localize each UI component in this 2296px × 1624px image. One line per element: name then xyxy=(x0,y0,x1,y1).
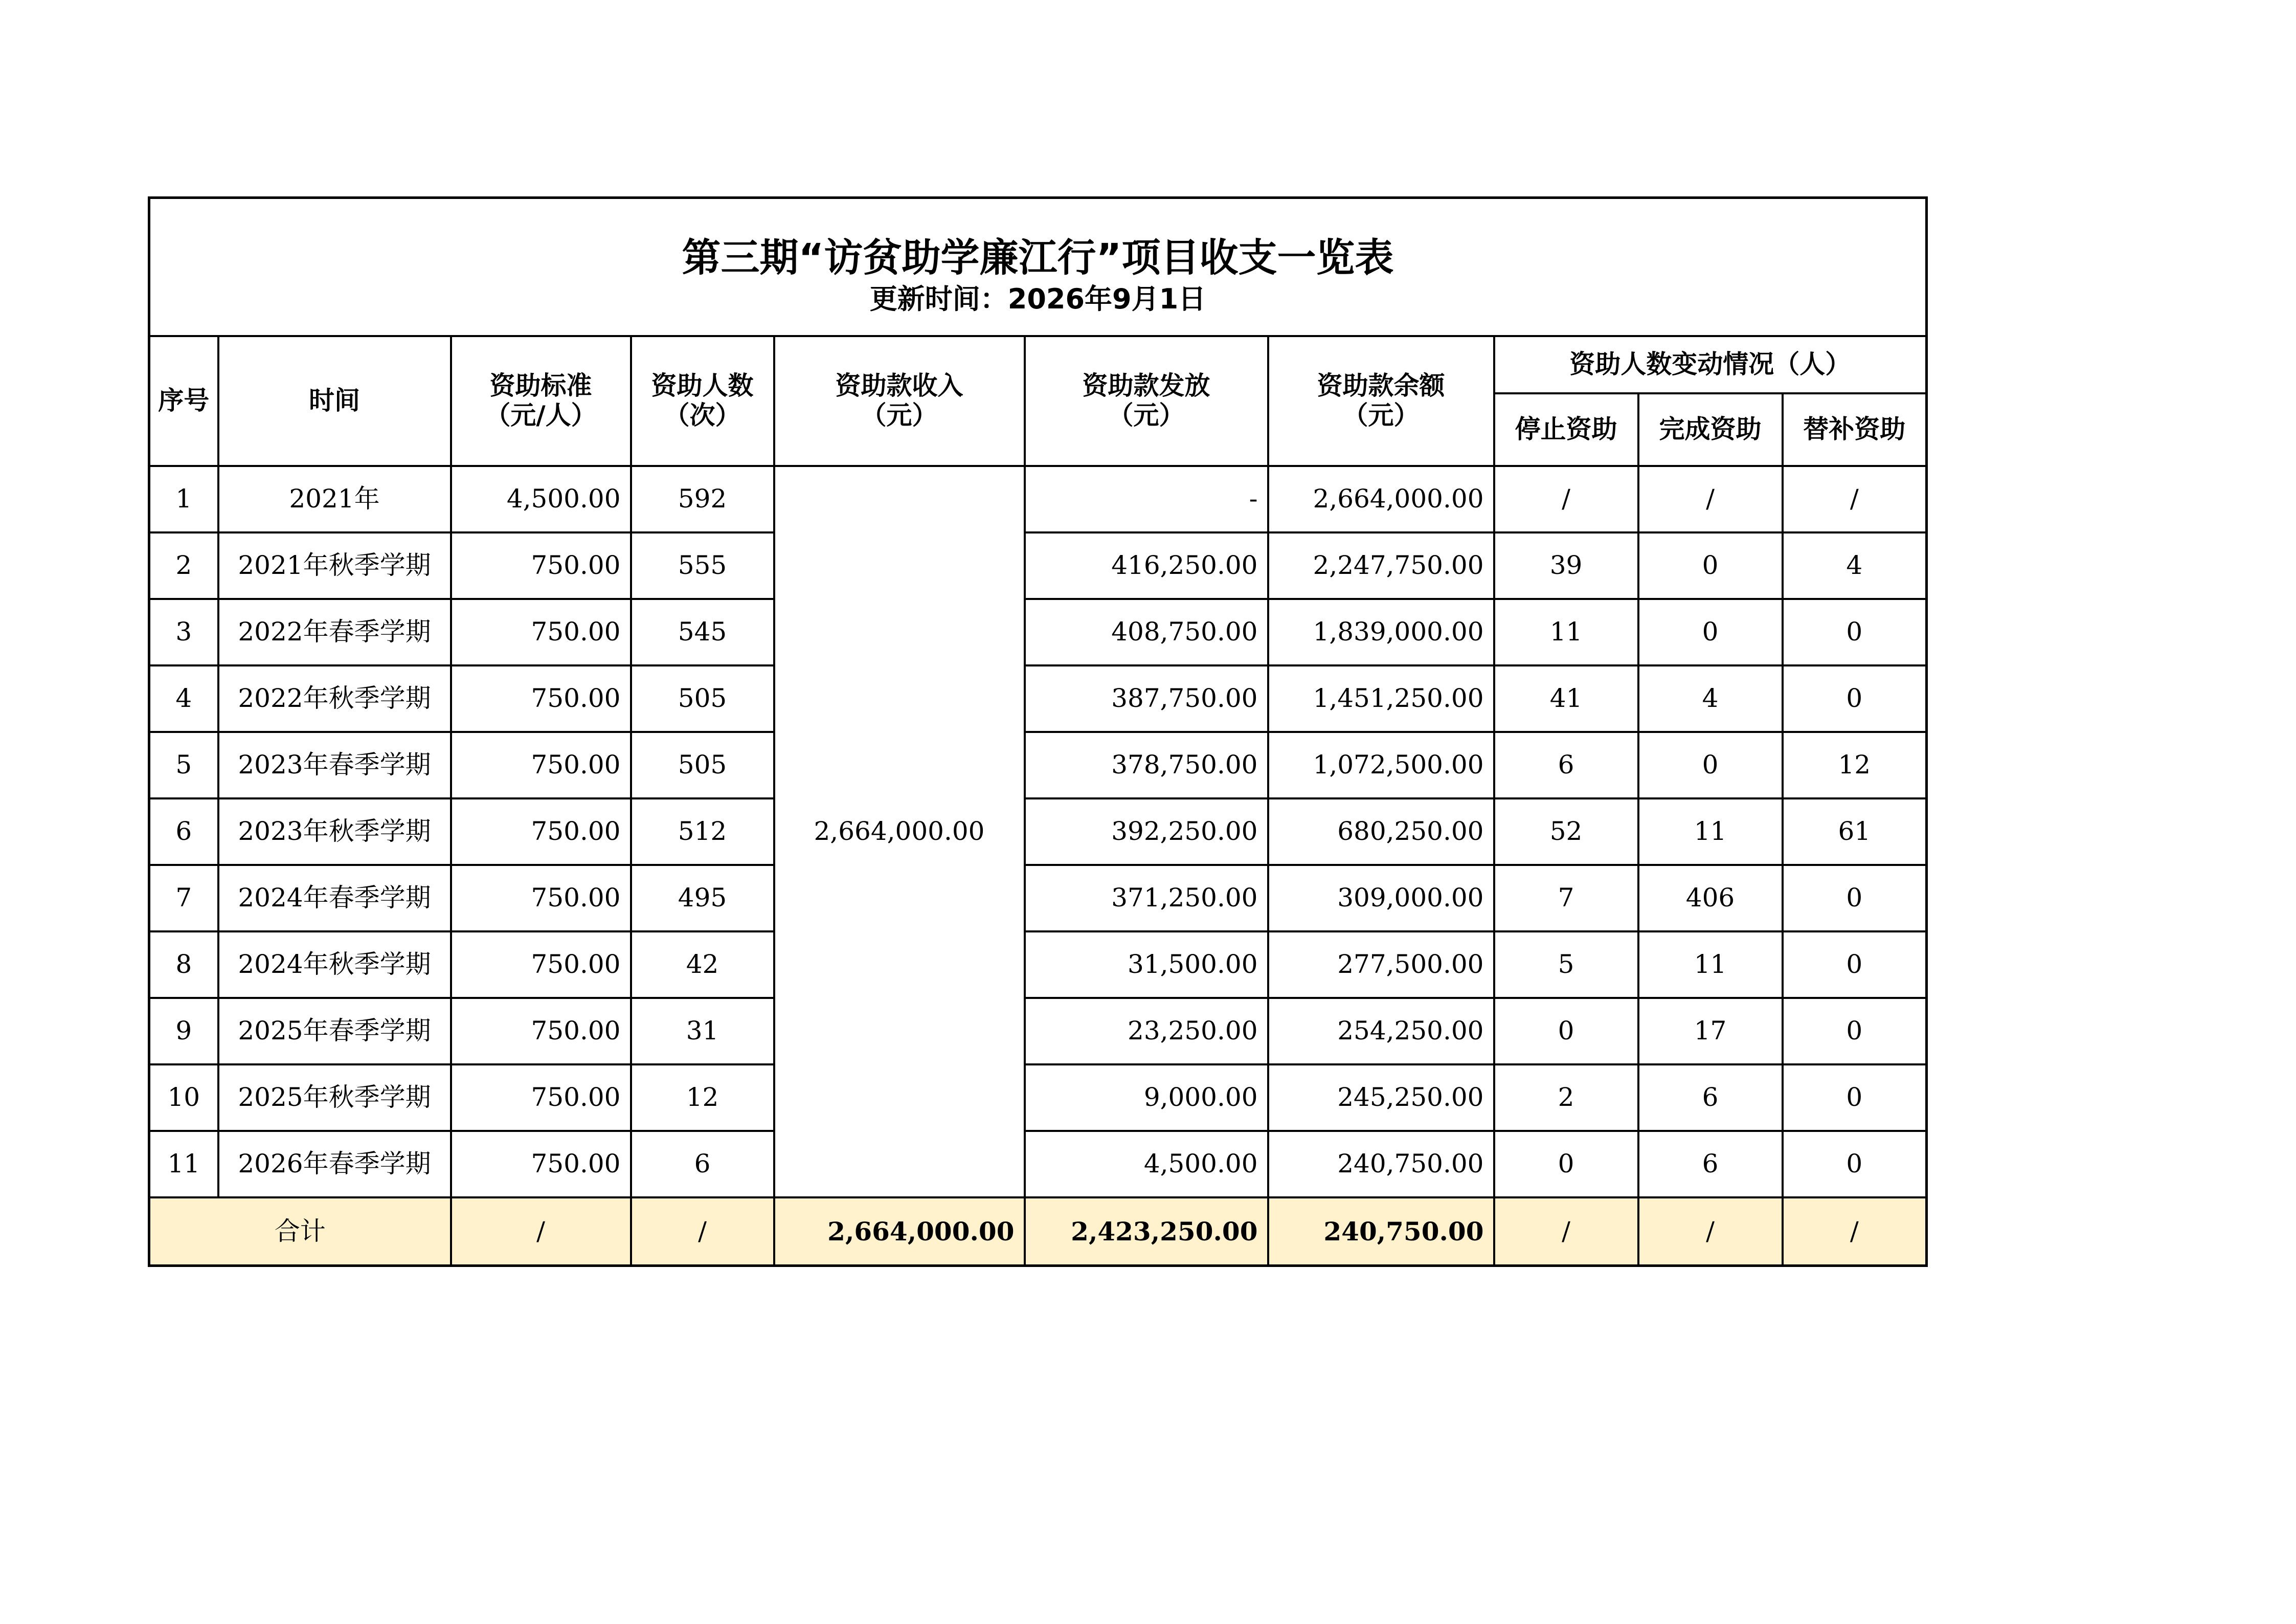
total-balance: 240,750.00 xyxy=(1268,1197,1494,1266)
header-standard xyxy=(451,336,631,466)
cell-balance: 2,664,000.00 xyxy=(1268,466,1494,532)
cell-payout: - xyxy=(1025,466,1268,532)
header-balance-line2: （元） xyxy=(1342,400,1420,430)
header-standard-line2: （元/人） xyxy=(485,400,597,430)
cell-balance: 240,750.00 xyxy=(1268,1131,1494,1197)
cell-index: 6 xyxy=(149,798,218,865)
cell-count: 12 xyxy=(631,1064,774,1131)
cell-standard: 750.00 xyxy=(451,1131,631,1197)
cell-time: 2026年春季学期 xyxy=(218,1131,451,1197)
table-row xyxy=(149,532,1927,599)
cell-index: 2 xyxy=(149,532,218,599)
cell-time: 2023年春季学期 xyxy=(218,732,451,798)
cell-complete: 11 xyxy=(1638,798,1783,865)
funding-summary-table xyxy=(148,196,1928,1267)
cell-count: 555 xyxy=(631,532,774,599)
header-count-line2: （次） xyxy=(664,400,741,430)
cell-time: 2025年秋季学期 xyxy=(218,1064,451,1131)
cell-stop: 7 xyxy=(1494,865,1638,931)
cell-stop: 2 xyxy=(1494,1064,1638,1131)
cell-time: 2022年秋季学期 xyxy=(218,665,451,732)
title-block xyxy=(149,198,1927,336)
cell-time: 2024年春季学期 xyxy=(218,865,451,931)
cell-complete: / xyxy=(1638,466,1783,532)
cell-index: 4 xyxy=(149,665,218,732)
total-complete: / xyxy=(1638,1197,1783,1266)
header-balance-line1: 资助款余额 xyxy=(1317,371,1445,401)
cell-standard: 750.00 xyxy=(451,732,631,798)
table-row xyxy=(149,931,1927,998)
cell-standard: 750.00 xyxy=(451,1064,631,1131)
cell-count: 42 xyxy=(631,931,774,998)
header-balance xyxy=(1268,336,1494,466)
cell-balance: 254,250.00 xyxy=(1268,998,1494,1064)
cell-index: 5 xyxy=(149,732,218,798)
header-count-line1: 资助人数 xyxy=(651,371,754,401)
cell-balance: 1,839,000.00 xyxy=(1268,599,1494,665)
cell-standard: 750.00 xyxy=(451,998,631,1064)
table-row xyxy=(149,665,1927,732)
cell-standard: 750.00 xyxy=(451,599,631,665)
cell-complete: 0 xyxy=(1638,532,1783,599)
cell-payout: 31,500.00 xyxy=(1025,931,1268,998)
cell-time: 2023年秋季学期 xyxy=(218,798,451,865)
cell-replace: / xyxy=(1783,466,1927,532)
cell-payout: 4,500.00 xyxy=(1025,1131,1268,1197)
header-index: 序号 xyxy=(149,336,218,466)
cell-payout: 408,750.00 xyxy=(1025,599,1268,665)
header-stop: 停止资助 xyxy=(1494,393,1638,466)
cell-stop: 39 xyxy=(1494,532,1638,599)
cell-replace: 0 xyxy=(1783,599,1927,665)
cell-count: 592 xyxy=(631,466,774,532)
cell-count: 6 xyxy=(631,1131,774,1197)
cell-index: 9 xyxy=(149,998,218,1064)
cell-index: 3 xyxy=(149,599,218,665)
cell-complete: 0 xyxy=(1638,732,1783,798)
cell-count: 505 xyxy=(631,732,774,798)
cell-index: 8 xyxy=(149,931,218,998)
cell-replace: 12 xyxy=(1783,732,1927,798)
cell-complete: 17 xyxy=(1638,998,1783,1064)
cell-replace: 4 xyxy=(1783,532,1927,599)
total-payout: 2,423,250.00 xyxy=(1025,1197,1268,1266)
cell-count: 512 xyxy=(631,798,774,865)
cell-stop: 0 xyxy=(1494,998,1638,1064)
cell-complete: 11 xyxy=(1638,931,1783,998)
cell-complete: 6 xyxy=(1638,1131,1783,1197)
cell-replace: 61 xyxy=(1783,798,1927,865)
header-income-line2: （元） xyxy=(861,400,938,430)
cell-balance: 1,451,250.00 xyxy=(1268,665,1494,732)
cell-stop: 52 xyxy=(1494,798,1638,865)
total-income: 2,664,000.00 xyxy=(774,1197,1025,1266)
cell-complete: 406 xyxy=(1638,865,1783,931)
cell-time: 2025年春季学期 xyxy=(218,998,451,1064)
cell-payout: 416,250.00 xyxy=(1025,532,1268,599)
header-time: 时间 xyxy=(218,336,451,466)
header-count xyxy=(631,336,774,466)
cell-complete: 4 xyxy=(1638,665,1783,732)
header-income-line1: 资助款收入 xyxy=(835,371,963,401)
cell-payout: 371,250.00 xyxy=(1025,865,1268,931)
cell-payout: 23,250.00 xyxy=(1025,998,1268,1064)
total-stop: / xyxy=(1494,1197,1638,1266)
cell-payout: 392,250.00 xyxy=(1025,798,1268,865)
update-time: 更新时间：2026年9月1日 xyxy=(869,282,1206,315)
table-row xyxy=(149,798,1927,865)
header-payout-line1: 资助款发放 xyxy=(1082,371,1210,401)
header-standard-line1: 资助标准 xyxy=(489,371,592,401)
cell-count: 31 xyxy=(631,998,774,1064)
header-change-group: 资助人数变动情况（人） xyxy=(1494,336,1927,393)
cell-time: 2021年 xyxy=(218,466,451,532)
header-replace: 替补资助 xyxy=(1783,393,1927,466)
cell-replace: 0 xyxy=(1783,931,1927,998)
cell-complete: 6 xyxy=(1638,1064,1783,1131)
table-row xyxy=(149,1131,1927,1197)
page-title: 第三期“访贫助学廉江行”项目收支一览表 xyxy=(682,234,1394,280)
cell-replace: 0 xyxy=(1783,865,1927,931)
cell-stop: 41 xyxy=(1494,665,1638,732)
cell-count: 505 xyxy=(631,665,774,732)
cell-stop: 11 xyxy=(1494,599,1638,665)
cell-balance: 245,250.00 xyxy=(1268,1064,1494,1131)
cell-standard: 750.00 xyxy=(451,665,631,732)
header-income xyxy=(774,336,1025,466)
cell-count: 545 xyxy=(631,599,774,665)
cell-index: 7 xyxy=(149,865,218,931)
cell-time: 2024年秋季学期 xyxy=(218,931,451,998)
table-row xyxy=(149,1064,1927,1131)
total-row xyxy=(149,1197,1927,1266)
table-row xyxy=(149,998,1927,1064)
table-row xyxy=(149,599,1927,665)
table-row xyxy=(149,466,1927,532)
cell-balance: 680,250.00 xyxy=(1268,798,1494,865)
cell-stop: / xyxy=(1494,466,1638,532)
cell-replace: 0 xyxy=(1783,1064,1927,1131)
total-label: 合计 xyxy=(149,1197,451,1266)
cell-complete: 0 xyxy=(1638,599,1783,665)
cell-index: 1 xyxy=(149,466,218,532)
cell-count: 495 xyxy=(631,865,774,931)
total-count: / xyxy=(631,1197,774,1266)
cell-standard: 750.00 xyxy=(451,931,631,998)
cell-payout: 9,000.00 xyxy=(1025,1064,1268,1131)
cell-replace: 0 xyxy=(1783,1131,1927,1197)
cell-replace: 0 xyxy=(1783,998,1927,1064)
cell-stop: 0 xyxy=(1494,1131,1638,1197)
cell-standard: 750.00 xyxy=(451,532,631,599)
header-complete: 完成资助 xyxy=(1638,393,1783,466)
cell-standard: 750.00 xyxy=(451,865,631,931)
cell-income-merged: 2,664,000.00 xyxy=(774,466,1025,1197)
header-payout xyxy=(1025,336,1268,466)
cell-stop: 5 xyxy=(1494,931,1638,998)
cell-balance: 1,072,500.00 xyxy=(1268,732,1494,798)
cell-index: 10 xyxy=(149,1064,218,1131)
cell-balance: 277,500.00 xyxy=(1268,931,1494,998)
total-standard: / xyxy=(451,1197,631,1266)
cell-standard: 4,500.00 xyxy=(451,466,631,532)
cell-balance: 2,247,750.00 xyxy=(1268,532,1494,599)
cell-replace: 0 xyxy=(1783,665,1927,732)
cell-payout: 378,750.00 xyxy=(1025,732,1268,798)
table-row xyxy=(149,732,1927,798)
cell-time: 2021年秋季学期 xyxy=(218,532,451,599)
header-payout-line2: （元） xyxy=(1108,400,1185,430)
cell-time: 2022年春季学期 xyxy=(218,599,451,665)
cell-stop: 6 xyxy=(1494,732,1638,798)
table-row xyxy=(149,865,1927,931)
total-replace: / xyxy=(1783,1197,1927,1266)
cell-payout: 387,750.00 xyxy=(1025,665,1268,732)
cell-index: 11 xyxy=(149,1131,218,1197)
cell-standard: 750.00 xyxy=(451,798,631,865)
cell-balance: 309,000.00 xyxy=(1268,865,1494,931)
